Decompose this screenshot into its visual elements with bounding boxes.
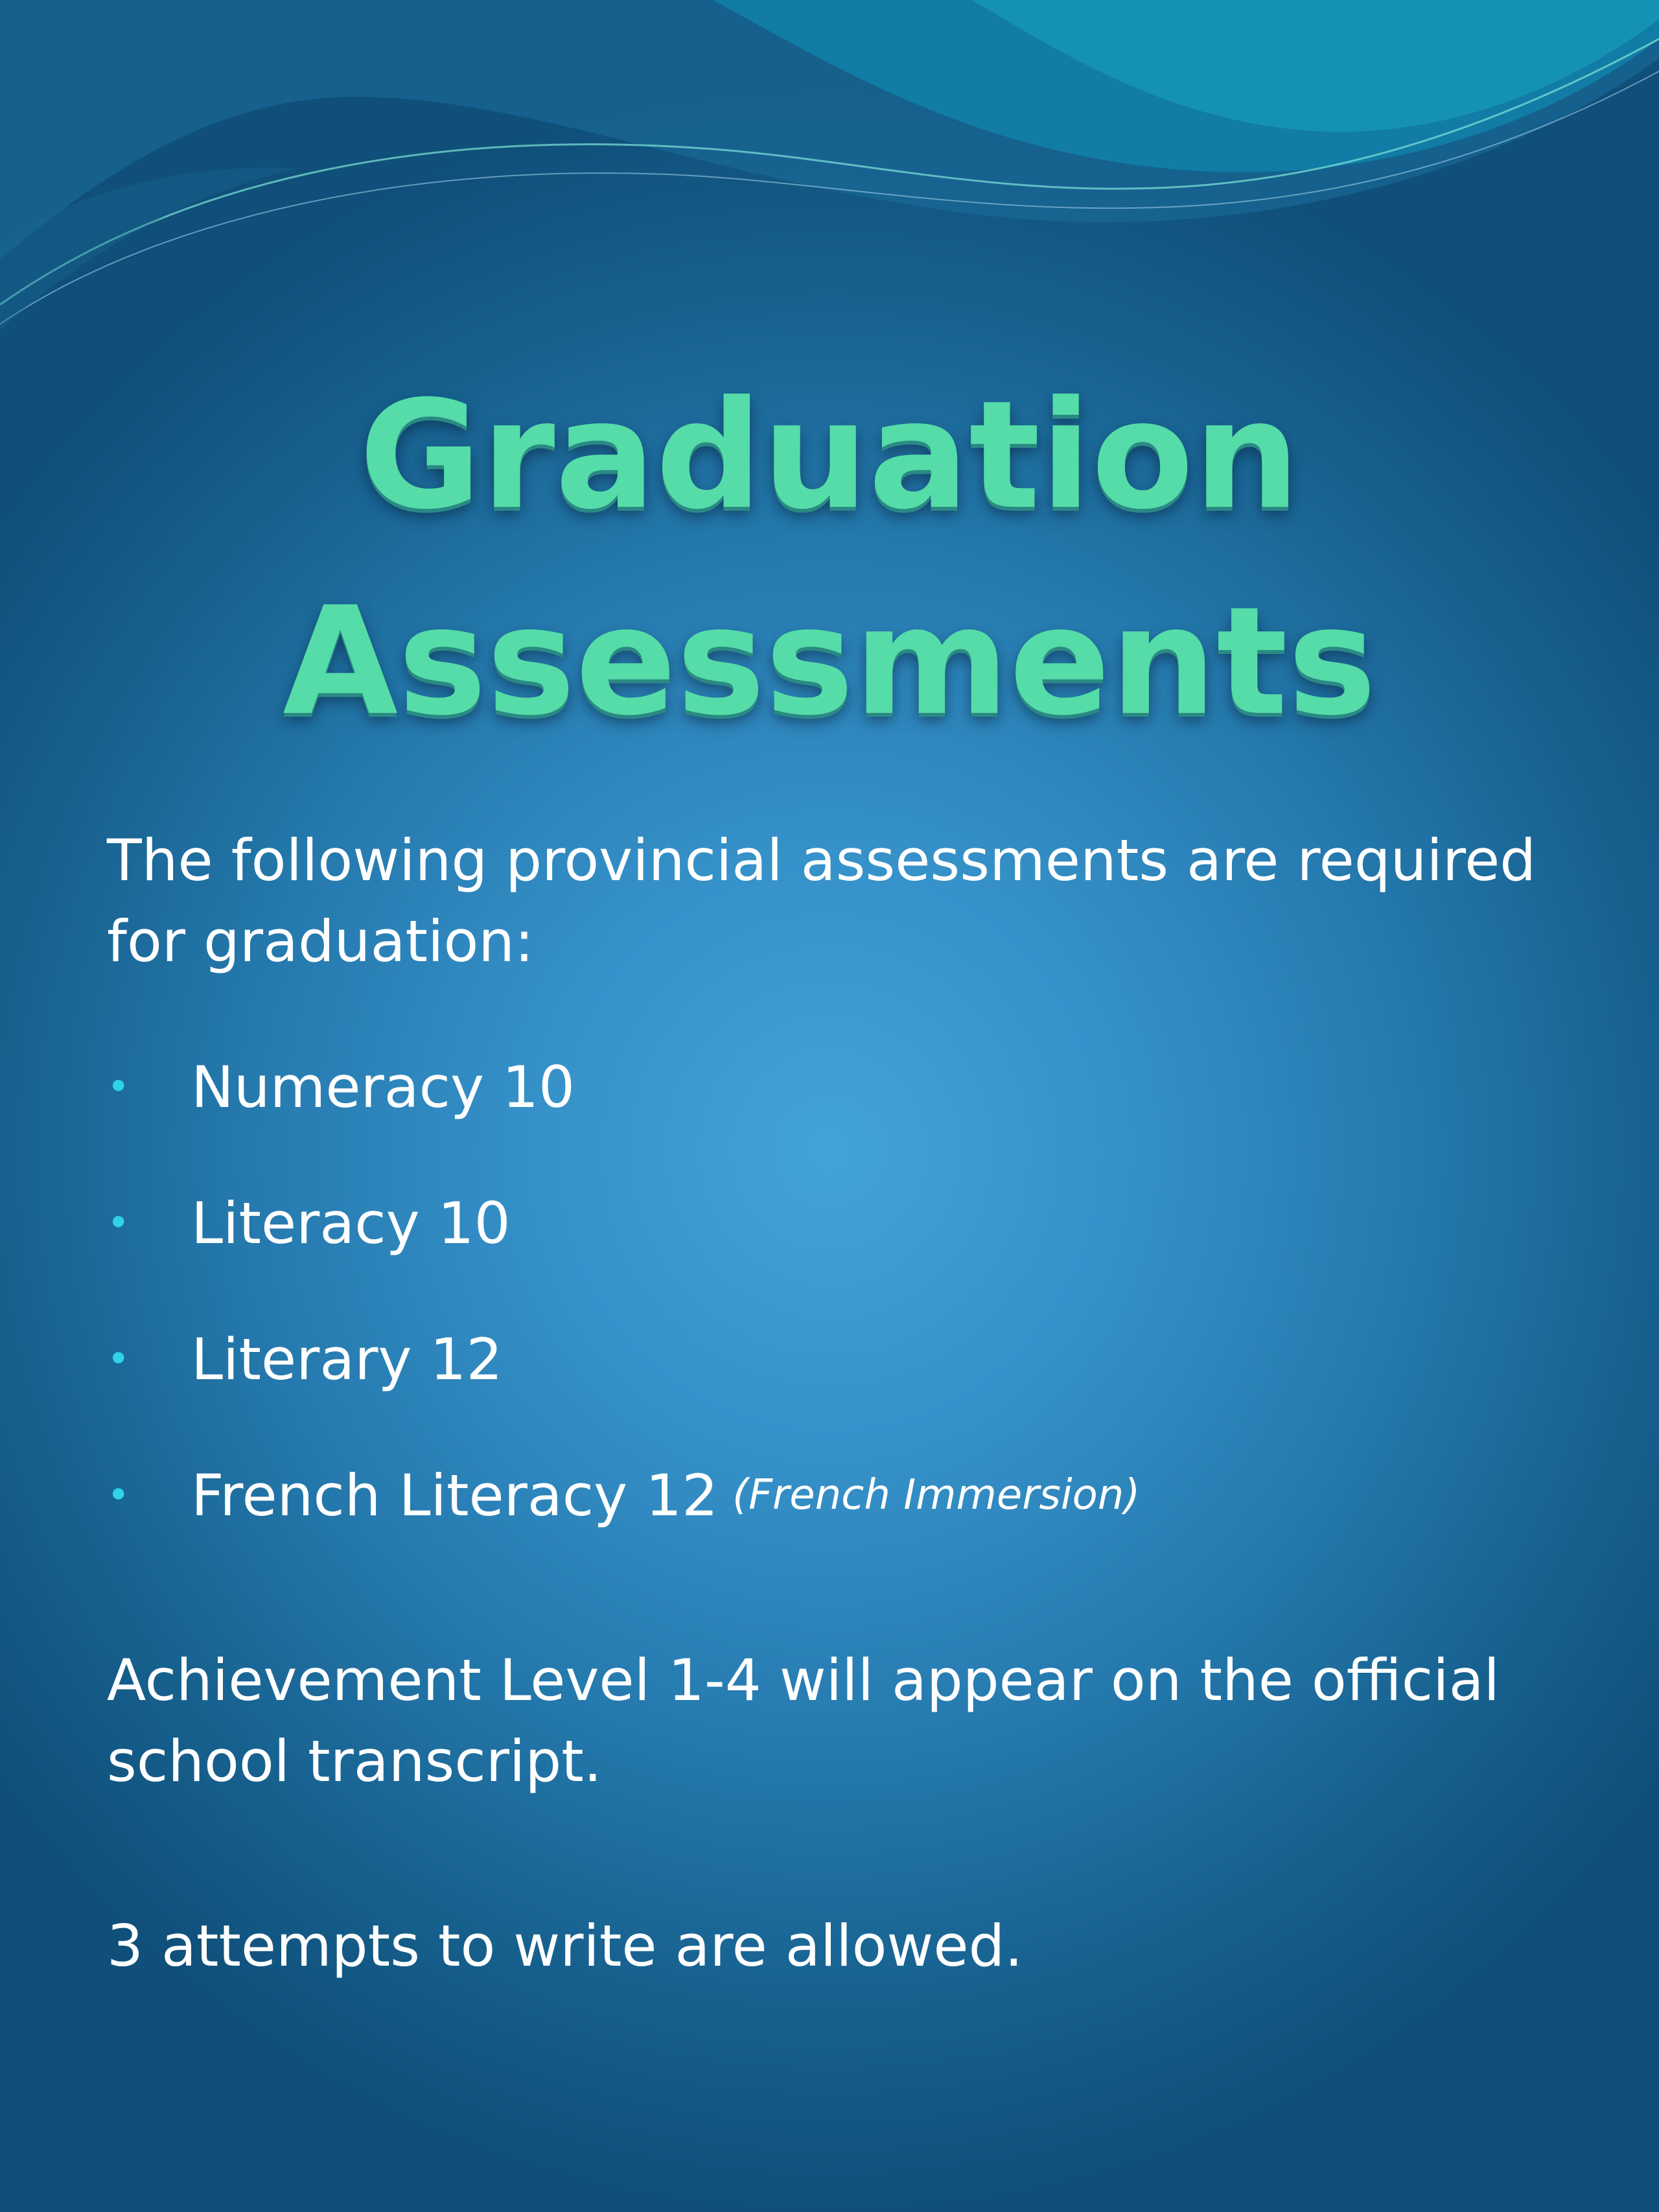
list-item [107,1183,511,1264]
list-item-text: Literary 12 [191,1326,503,1393]
list-item-text: Numeracy 10 [191,1054,575,1121]
list-item [107,1319,502,1400]
bullet-icon: • [107,1064,130,1110]
title-line-2: Assessments [283,576,1376,749]
bullet-icon: • [107,1473,130,1518]
list-item [107,1047,575,1128]
list-item-note: (French Immersion) [732,1471,1141,1519]
list-item-text: French Literacy 12 [191,1462,719,1529]
decorative-wave [0,0,1659,363]
bullet-icon: • [107,1336,130,1382]
achievement-paragraph: Achievement Level 1-4 will appear on the official school transcript. [107,1647,1500,1795]
bullet-icon: • [107,1200,130,1246]
intro-paragraph: The following provincial assessments are required for graduation: [107,827,1537,975]
attempts-paragraph: 3 attempts to write are allowed. [107,1913,1023,1979]
slide-title [0,353,1659,765]
title-line-1: Graduation [359,369,1300,542]
list-item [107,1455,1140,1536]
list-item-text: Literacy 10 [191,1190,511,1257]
